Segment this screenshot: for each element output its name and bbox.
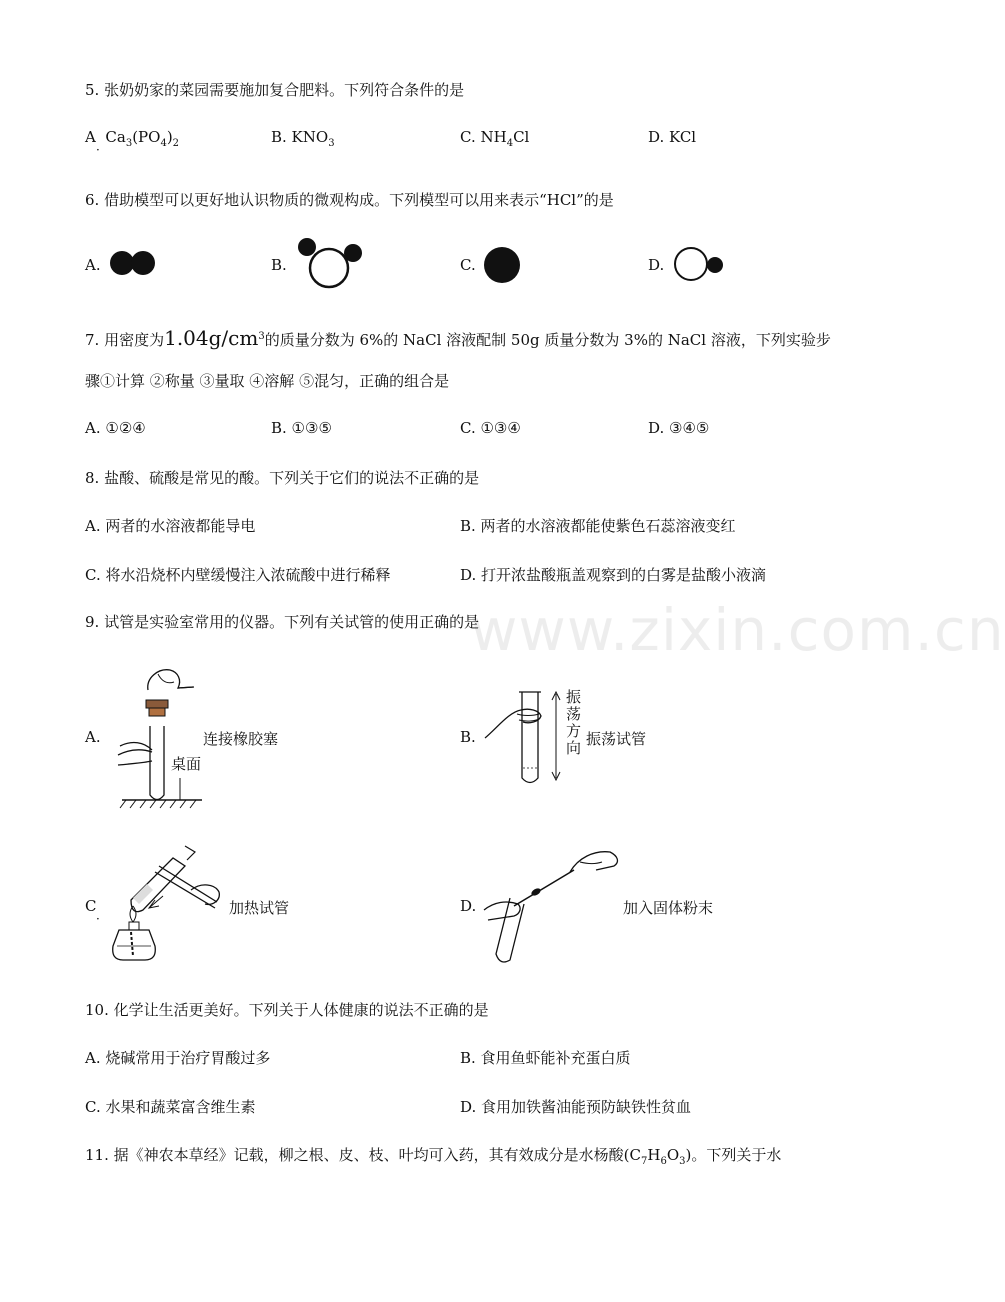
q8-option-d[interactable]: D. 打开浓盐酸瓶盖观察到的白雾是盐酸小液滴 xyxy=(460,566,767,584)
q9-a-caption: 连接橡胶塞 xyxy=(203,730,279,748)
q6-model-a-two-dark-spheres xyxy=(108,248,160,280)
q7-density: 1.04g/cm xyxy=(164,326,259,350)
q9-d-caption: 加入固体粉末 xyxy=(623,899,714,917)
q10-option-b[interactable]: B. 食用鱼虾能补充蛋白质 xyxy=(460,1049,631,1067)
q8-option-b[interactable]: B. 两者的水溶液都能使紫色石蕊溶液变红 xyxy=(460,517,736,535)
q6-option-b[interactable]: B. xyxy=(271,256,287,274)
q5-option-a-formula: $Ca_3(PO_4)_2$ xyxy=(105,128,180,149)
q9-option-c-dot: · xyxy=(96,912,100,926)
question-11-stem: 11. 据《神农本草经》记载，柳之根、皮、枝、叶均可入药，其有效成分是水杨酸$(C_7H_6O_3)$。下列关于水 xyxy=(85,1146,782,1167)
q5-option-a-dot: · xyxy=(96,143,100,157)
q10-option-c[interactable]: C. 水果和蔬菜富含维生素 xyxy=(85,1098,256,1116)
q5-option-d[interactable]: D. KCl xyxy=(648,128,697,146)
q6-model-d-large-white-small-dark xyxy=(673,246,727,284)
q10-option-a[interactable]: A. 烧碱常用于治疗胃酸过多 xyxy=(85,1049,271,1067)
q7-option-b[interactable]: B. ①③⑤ xyxy=(271,419,332,437)
q9-figure-d-add-powder-icon xyxy=(484,842,634,968)
q5-option-a-label: A xyxy=(85,128,96,146)
question-10-stem: 10. 化学让生活更美好。下列关于人体健康的说法不正确的是 xyxy=(85,1001,489,1019)
q9-option-b[interactable]: B. xyxy=(460,728,476,746)
q9-option-d[interactable]: D. xyxy=(460,897,477,915)
q9-figure-b-shake-tube-icon xyxy=(483,688,563,788)
q5-option-b[interactable]: B. $KNO_3$ xyxy=(271,128,335,149)
q7-option-c[interactable]: C. ①③④ xyxy=(460,419,521,437)
question-9-stem: 9. 试管是实验室常用的仪器。下列有关试管的使用正确的是 xyxy=(85,613,480,631)
q9-c-caption: 加热试管 xyxy=(229,899,290,917)
q6-model-b-large-sphere-with-two-small xyxy=(296,236,366,292)
q9-figure-c-heat-tube-icon xyxy=(105,842,225,967)
question-6-stem: 6. 借助模型可以更好地认识物质的微观构成。下列模型可以用来表示“HCl”的是 xyxy=(85,191,614,209)
q7-option-d[interactable]: D. ③④⑤ xyxy=(648,419,710,437)
question-7-stem-line1: 7. 用密度为$1.04g/cm^3$的质量分数为 6%的 NaCl 溶液配制 50g 质量分数为 3%的 NaCl 溶液，下列实验步 xyxy=(85,326,831,350)
q5-option-c[interactable]: C. $NH_4Cl$ xyxy=(460,128,530,149)
q9-a-desk-label: 桌面 xyxy=(171,755,202,773)
q9-b-direction-label: 振 荡 方 向 xyxy=(566,688,582,757)
q6-model-c-single-dark-sphere xyxy=(483,246,523,284)
q9-option-c[interactable]: C xyxy=(85,897,97,915)
q6-option-a[interactable]: A. xyxy=(85,256,101,274)
q9-option-a[interactable]: A. xyxy=(85,728,101,746)
watermark: www.zixin.com.cn xyxy=(470,596,1005,664)
question-7-stem-line2: 骤①计算 ②称量 ③量取 ④溶解 ⑤混匀，正确的组合是 xyxy=(85,372,450,390)
q7-option-a[interactable]: A. ①②④ xyxy=(85,419,146,437)
q8-option-a[interactable]: A. 两者的水溶液都能导电 xyxy=(85,517,256,535)
q8-option-c[interactable]: C. 将水沿烧杯内壁缓慢注入浓硫酸中进行稀释 xyxy=(85,566,391,584)
q10-option-d[interactable]: D. 食用加铁酱油能预防缺铁性贫血 xyxy=(460,1098,692,1116)
q6-option-d[interactable]: D. xyxy=(648,256,665,274)
question-8-stem: 8. 盐酸、硫酸是常见的酸。下列关于它们的说法不正确的是 xyxy=(85,469,480,487)
q6-option-c[interactable]: C. xyxy=(460,256,476,274)
q9-b-caption: 振荡试管 xyxy=(586,730,647,748)
question-5-stem: 5. 张奶奶家的菜园需要施加复合肥料。下列符合条件的是 xyxy=(85,81,465,99)
